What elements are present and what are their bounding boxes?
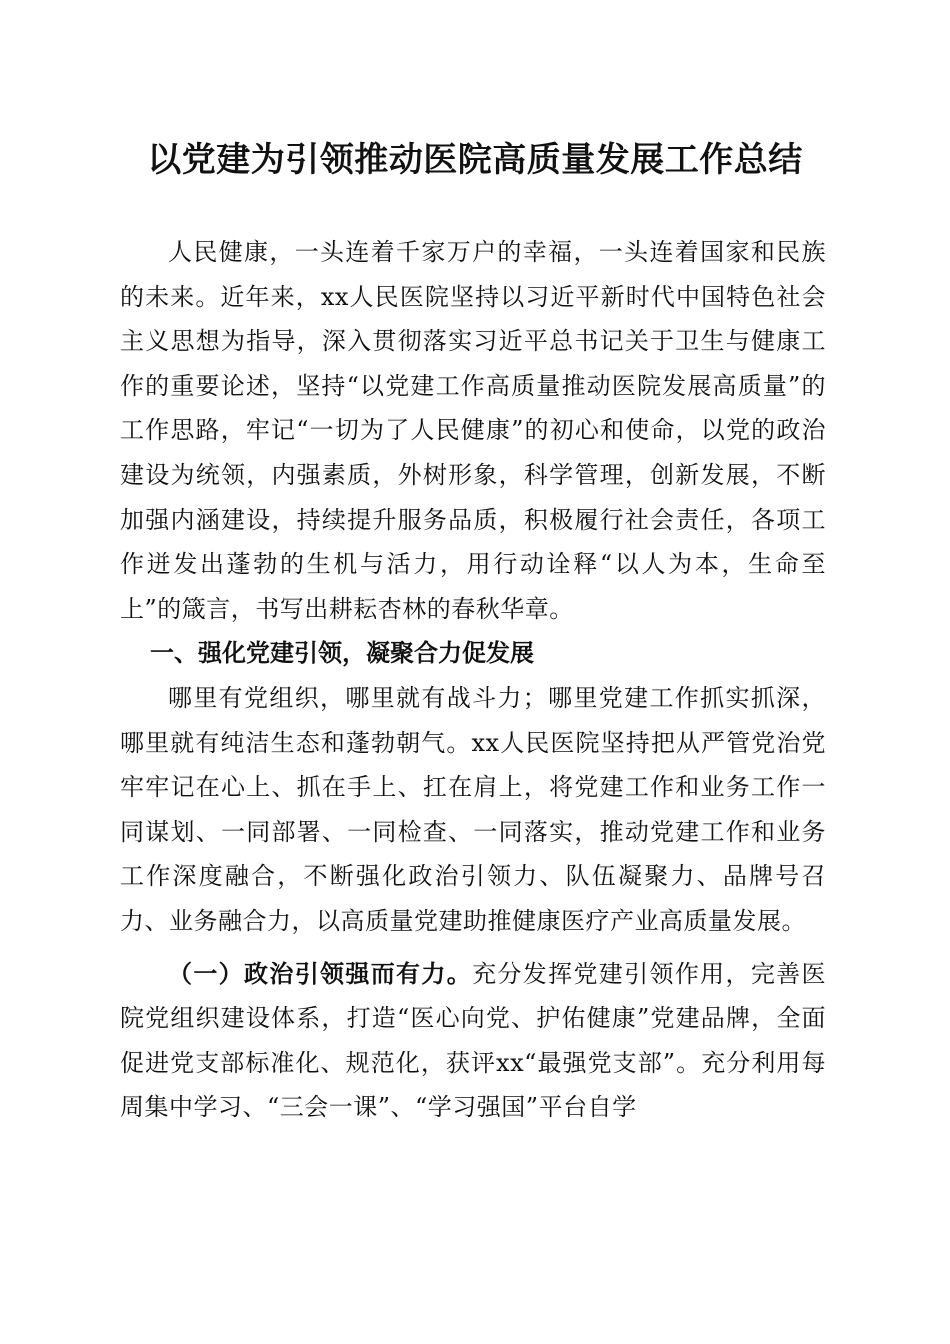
paragraph-spacer: [120, 944, 826, 952]
document-title: 以党建为引领推动医院高质量发展工作总结: [147, 140, 803, 180]
document-body: [120, 230, 826, 1130]
subsection-text: 充分发挥党建引领作用，完善医院党组织建设体系，打造“医心向党、护佑健康”党建品牌，全面促进党支部标准化、规范化，获评xx“最强党支部”。充分利用每周集中学习、“三会一课”、“学习强国”平台自学: [120, 959, 827, 1122]
subsection-paragraph: [120, 952, 826, 1130]
section-heading: 一、强化党建引领，凝聚合力促发展: [150, 639, 534, 668]
intro-paragraph: 人民健康，一头连着千家万户的幸福，一头连着国家和民族的未来。近年来，xx人民医院坚持以习近平新时代中国特色社会主义思想为指导，深入贯彻落实习近平总书记关于卫生与健康工作的重要论述，坚持“以党建工作高质量推动医院发展高质量”的工作思路，牢记“一切为了人民健康”的初心和使命，以党的政治建设为统领，内强素质，外树形象，科学管理，创新发展，不断加强内涵建设，持续提升服务品质，积极履行社会责任，各项工作迸发出蓬勃的生机与活力，用行动诠释“以人为本，生命至上”的箴言，书写出耕耘杏林的春秋华章。: [120, 238, 826, 623]
subsection-lead: （一）政治引领强而有力。: [168, 959, 473, 988]
section-paragraph: 哪里有党组织，哪里就有战斗力；哪里党建工作抓实抓深，哪里就有纯洁生态和蓬勃朝气。xx人民医院坚持把从严管党治党牢牢记在心上、抓在手上、扛在肩上，将党建工作和业务工作一同谋划、一同部署、一同检查、一同落实，推动党建工作和业务工作深度融合，不断强化政治引领力、队伍凝聚力、品牌号召力、业务融合力，以高质量党建助推健康医疗产业高质量发展。: [120, 683, 826, 935]
